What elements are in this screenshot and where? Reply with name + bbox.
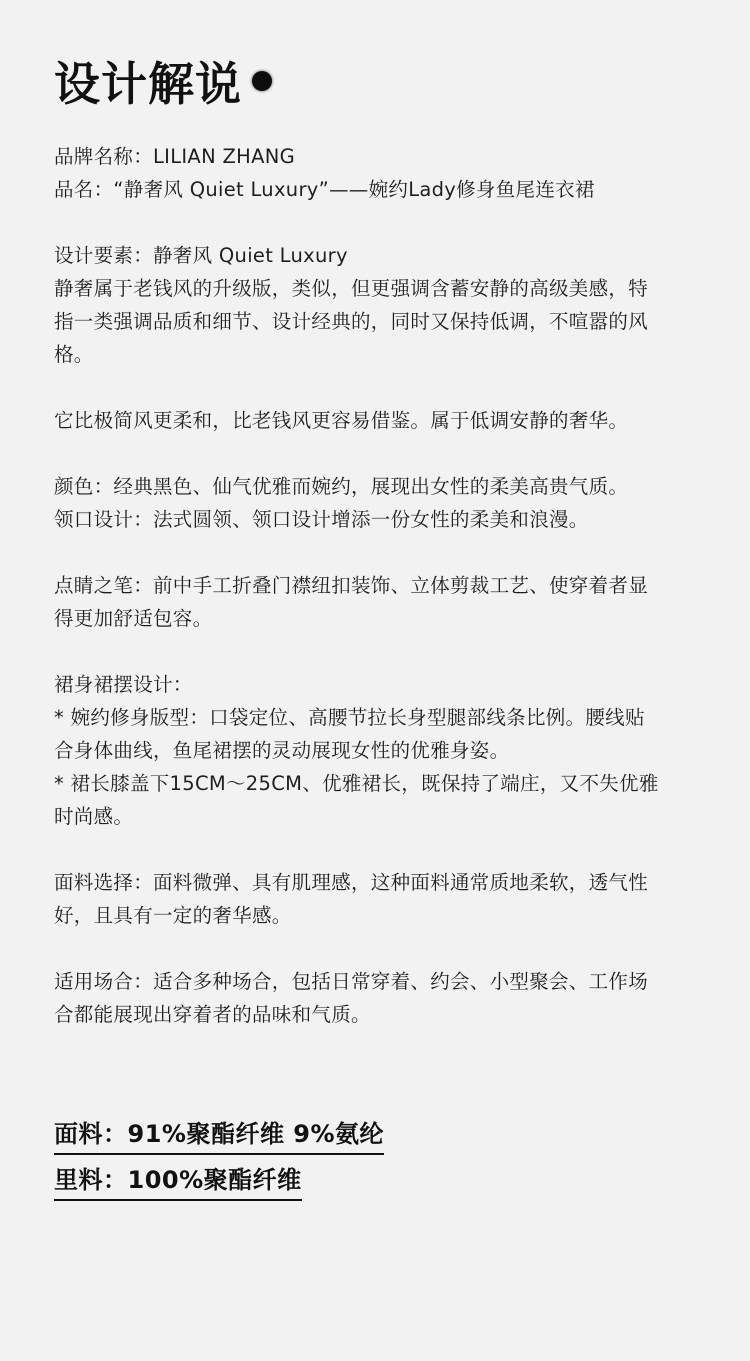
occasion-line-1: 适用场合：适合多种场合，包括日常穿着、约会、小型聚会、工作场: [54, 970, 649, 993]
comparison: [54, 404, 712, 437]
bullet-dot-icon: [252, 71, 272, 91]
occasion-line-2: 合都能展现出穿着者的品味和气质。: [54, 1003, 371, 1026]
spacer: [54, 932, 712, 965]
product-info: [54, 140, 712, 206]
skirt-line-3: 合身体曲线，鱼尾裙摆的灵动展现女性的优雅身姿。: [54, 739, 510, 762]
spacer: [54, 437, 712, 470]
design-elements: [54, 239, 712, 371]
fabric-choice: [54, 866, 712, 932]
page-title: 设计解说: [54, 57, 242, 111]
fabric-line-1: 面料选择：面料微弹、具有肌理感，这种面料通常质地柔软，透气性: [54, 871, 649, 894]
lining-fabric-spec: 里料：100%聚酯纤维: [54, 1163, 302, 1201]
design-elements-line-4: 格。: [54, 343, 94, 366]
spacer: [54, 635, 712, 668]
design-elements-line-1: 设计要素：静奢风 Quiet Luxury: [54, 244, 348, 267]
skirt-design: [54, 668, 712, 833]
occasion: [54, 965, 712, 1031]
skirt-line-5: 时尚感。: [54, 805, 134, 828]
design-elements-line-2: 静奢属于老钱风的升级版，类似，但更强调含蓄安静的高级美感，特: [54, 277, 649, 300]
fabric-line-2: 好，且具有一定的奢华感。: [54, 904, 292, 927]
color-collar: [54, 470, 712, 536]
skirt-line-1: 裙身裙摆设计：: [54, 673, 193, 696]
spec-block: [54, 1117, 712, 1209]
color-line: 颜色：经典黑色、仙气优雅而婉约，展现出女性的柔美高贵气质。: [54, 475, 629, 498]
design-elements-line-3: 指一类强调品质和细节、设计经典的，同时又保持低调，不喧嚣的风: [54, 310, 649, 333]
highlight-line-1: 点睛之笔：前中手工折叠门襟纽扣装饰、立体剪裁工艺、使穿着者显: [54, 574, 649, 597]
spacer: [54, 833, 712, 866]
spacer: [54, 206, 712, 239]
title-row: [54, 54, 712, 114]
spacer: [54, 536, 712, 569]
product-name-line: 品名：“静奢风 Quiet Luxury”——婉约Lady修身鱼尾连衣裙: [54, 178, 595, 201]
brand-line: 品牌名称：LILIAN ZHANG: [54, 145, 296, 168]
comparison-line-1: 它比极简风更柔和，比老钱风更容易借鉴。属于低调安静的奢华。: [54, 409, 629, 432]
collar-line: 领口设计：法式圆领、领口设计增添一份女性的柔美和浪漫。: [54, 508, 589, 531]
skirt-line-2: * 婉约修身版型：口袋定位、高腰节拉长身型腿部线条比例。腰线贴: [54, 706, 645, 729]
skirt-line-4: * 裙长膝盖下15CM～25CM、优雅裙长，既保持了端庄，又不失优雅: [54, 772, 659, 795]
highlight-line-2: 得更加舒适包容。: [54, 607, 213, 630]
highlight: [54, 569, 712, 635]
outer-fabric-spec: 面料：91%聚酯纤维 9%氨纶: [54, 1117, 384, 1155]
spacer: [54, 371, 712, 404]
